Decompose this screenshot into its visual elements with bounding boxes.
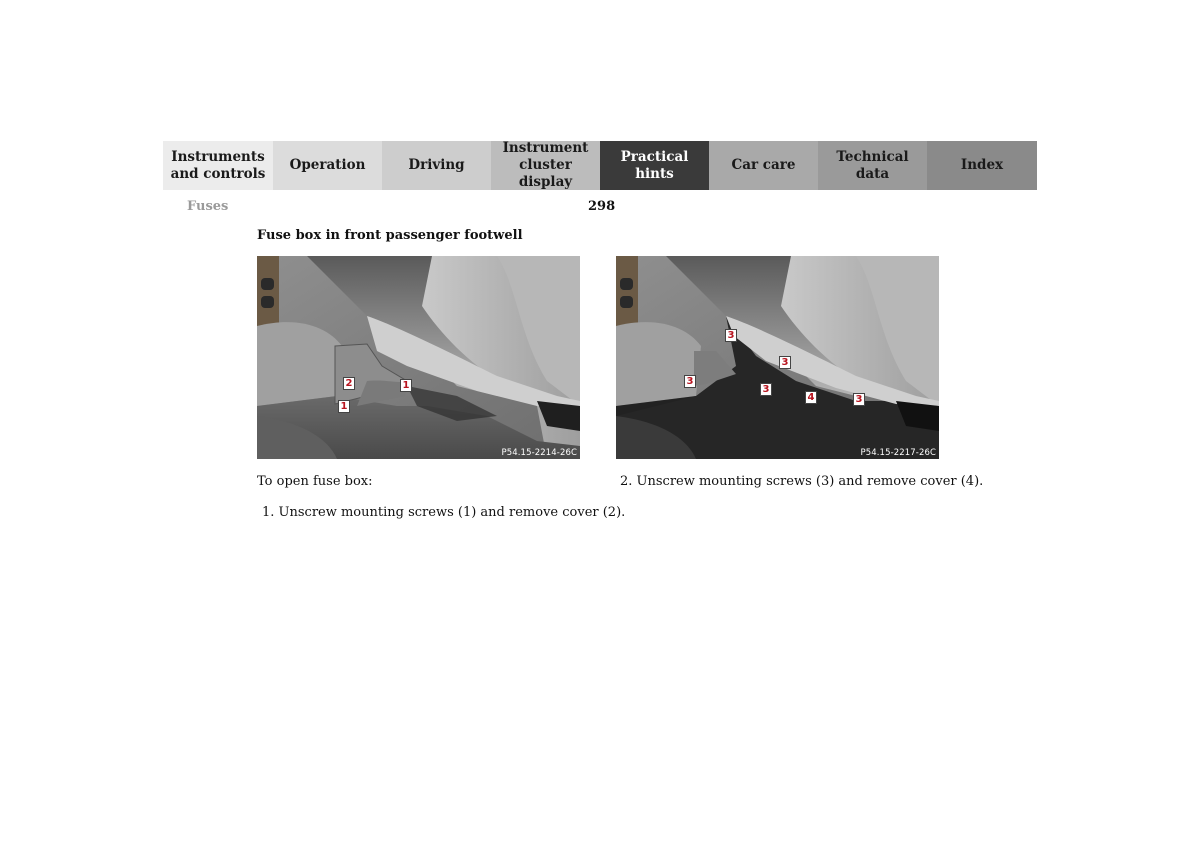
tab-label-line2: and controls xyxy=(170,165,266,182)
figure-code: P54.15-2214-26C xyxy=(501,448,577,458)
callout-4: 4 xyxy=(805,391,817,404)
footwell-illustration xyxy=(616,256,939,459)
callout-1: 1 xyxy=(338,400,350,413)
callout-3: 3 xyxy=(779,356,791,369)
tab-operation[interactable] xyxy=(273,141,382,190)
tab-practical-hints[interactable] xyxy=(600,141,709,190)
tab-label: Driving xyxy=(408,157,465,173)
page-heading: Fuse box in front passenger footwell xyxy=(257,228,523,243)
instruction-step-2: 2. Unscrew mounting screws (3) and remove cover (4). xyxy=(620,474,984,489)
tab-label-line1: Instrument xyxy=(502,140,589,156)
callout-3: 3 xyxy=(760,383,772,396)
tab-label: Practical hints xyxy=(620,148,689,182)
tab-label-line2: data xyxy=(855,165,890,182)
tab-car-care[interactable] xyxy=(709,141,818,190)
tab-label-line1: Technical xyxy=(836,148,909,165)
callout-3: 3 xyxy=(684,375,696,388)
tab-label: Operation xyxy=(289,157,366,173)
tab-label-line1: Instruments xyxy=(171,148,265,165)
page-number: 298 xyxy=(588,199,616,214)
instruction-step-1: 1. Unscrew mounting screws (1) and remove cover (2). xyxy=(262,505,626,520)
callout-1: 1 xyxy=(400,379,412,392)
figure-code: P54.15-2217-26C xyxy=(860,448,936,458)
fuse-box-figure-screws xyxy=(616,256,939,459)
instructions-intro: To open fuse box: xyxy=(257,474,373,489)
tab-index[interactable] xyxy=(927,141,1037,190)
callout-3: 3 xyxy=(853,393,865,406)
tab-technical-data[interactable] xyxy=(818,141,927,190)
callout-3: 3 xyxy=(725,329,737,342)
tab-driving[interactable] xyxy=(382,141,491,190)
section-label: Fuses xyxy=(187,199,229,214)
callout-2: 2 xyxy=(343,377,355,390)
tab-instrument-cluster-display[interactable] xyxy=(491,141,600,190)
tab-label: Index xyxy=(960,157,1004,173)
footwell-illustration xyxy=(257,256,580,459)
fuse-box-figure-cover xyxy=(257,256,580,459)
chapter-tabs xyxy=(163,141,1037,190)
tab-label: Car care xyxy=(731,157,796,173)
tab-instruments-and-controls[interactable] xyxy=(163,141,273,190)
tab-label-line2: cluster display xyxy=(518,157,573,190)
